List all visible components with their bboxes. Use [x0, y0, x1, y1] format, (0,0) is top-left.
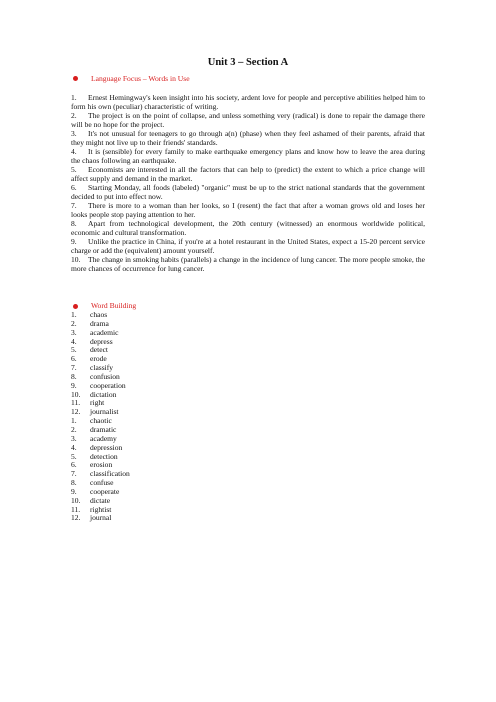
section-heading-label: Language Focus – Words in Use [91, 73, 190, 83]
item-number: 2. [71, 318, 77, 328]
item-number: 12. [71, 513, 81, 523]
word-text: depression [90, 442, 123, 452]
word-text: detection [90, 451, 118, 461]
word-text: drama [90, 318, 109, 328]
exercise-item [71, 112, 425, 130]
item-text: Apart from technological development, the 20th century (witnessed) an enormous worldwide political, economic and cultural transformation. [71, 219, 425, 237]
word-text: classification [90, 469, 130, 479]
item-number: 10. [71, 389, 81, 399]
item-number: 11. [71, 398, 81, 408]
exercise-item [71, 148, 425, 166]
word-text: detect [90, 345, 109, 355]
word-text: cooperate [90, 486, 120, 496]
word-text: erode [90, 354, 107, 364]
word-text: dictation [90, 389, 117, 399]
item-number: 9. [71, 380, 77, 390]
word-text: depress [90, 336, 113, 346]
section-heading-label: Word Building [91, 301, 137, 310]
word-text: cooperation [90, 380, 126, 390]
exercise-item [71, 256, 425, 274]
item-number: 5. [71, 165, 77, 174]
exercise-item [71, 220, 425, 238]
word-text: classify [90, 363, 114, 373]
item-number: 1. [71, 416, 77, 426]
item-number: 4. [71, 147, 77, 156]
item-text: There is more to a woman than her looks, so I (resent) the fact that after a woman grows old and loses her looks people stop paying attention to her. [71, 201, 425, 219]
item-number: 8. [71, 478, 77, 488]
item-text: Economists are interested in all the factors that can help to (predict) the extent to which a price change will affect supply and demand in the market. [71, 165, 425, 183]
item-number: 3. [71, 129, 77, 138]
word-text: chaos [90, 310, 108, 319]
item-number: 1. [71, 93, 77, 102]
item-number: 7. [71, 201, 77, 210]
word-text: journalist [90, 407, 119, 417]
item-number: 11. [71, 504, 81, 514]
item-number: 4. [71, 442, 77, 452]
item-number: 9. [71, 486, 77, 496]
item-text: It is (sensible) for every family to make earthquake emergency plans and know how to leave the area during the chaos following an earthquake. [71, 147, 425, 165]
item-text: It's not unusual for teenagers to go through a(n) (phase) when they feel ashamed of their parents, afraid that they might not live up to their friends' standards. [71, 129, 425, 147]
item-number: 3. [71, 327, 77, 337]
item-number: 6. [71, 354, 77, 364]
item-number: 5. [71, 345, 77, 355]
bullet-icon [73, 76, 78, 81]
word-text: right [90, 398, 105, 408]
word-text: journal [90, 513, 112, 523]
exercise-item [71, 130, 425, 148]
word-building-list [71, 311, 130, 523]
item-number: 7. [71, 469, 77, 479]
word-text: erosion [90, 460, 113, 470]
item-number: 1. [71, 310, 77, 319]
page-title: Unit 3 – Section A [207, 57, 289, 68]
item-number: 7. [71, 363, 77, 373]
word-text: dramatic [90, 424, 117, 434]
item-number: 4. [71, 336, 77, 346]
item-number: 10. [71, 495, 81, 505]
word-text: confuse [90, 478, 114, 488]
item-number: 8. [71, 219, 77, 228]
item-number: 8. [71, 371, 77, 381]
item-text: Unlike the practice in China, if you're at a hotel restaurant in the United States, expect a 15-20 percent service charge or add the (equivalent) amount yourself. [71, 237, 425, 255]
item-number: 12. [71, 407, 81, 417]
word-text: academic [90, 327, 119, 337]
exercise-item [71, 166, 425, 184]
item-number: 6. [71, 183, 77, 192]
exercise-item [71, 184, 425, 202]
word-text: rightist [90, 504, 112, 514]
item-number: 9. [71, 237, 77, 246]
item-number: 10. [71, 255, 81, 264]
exercise-item [71, 202, 425, 220]
word-text: academy [90, 433, 117, 443]
word-text: chaotic [90, 416, 112, 426]
item-text: The change in smoking habits (parallels) a change in the incidence of lung cancer. The more people smoke, the more chances of occurrence for lung cancer. [71, 255, 425, 273]
item-number: 2. [71, 424, 77, 434]
word-text: confusion [90, 371, 120, 381]
item-number: 2. [71, 111, 77, 120]
item-number: 3. [71, 433, 77, 443]
item-text: Starting Monday, all foods (labeled) "organic" must be up to the strict national standards that the government decided to put into effect now. [71, 183, 425, 201]
exercise-item [71, 94, 425, 112]
item-number: 6. [71, 460, 77, 470]
item-text: The project is on the point of collapse, and unless something very (radical) is done to repair the damage there will be no hope for the project. [71, 111, 425, 129]
item-number: 5. [71, 451, 77, 461]
item-text: Ernest Hemingway's keen insight into his society, ardent love for people and perceptive abilities helped him to form his own (peculiar) characteristic of writing. [71, 93, 425, 111]
bullet-icon [73, 304, 78, 309]
word-item [71, 514, 130, 523]
exercise-item [71, 238, 425, 256]
word-text: dictate [90, 495, 111, 505]
